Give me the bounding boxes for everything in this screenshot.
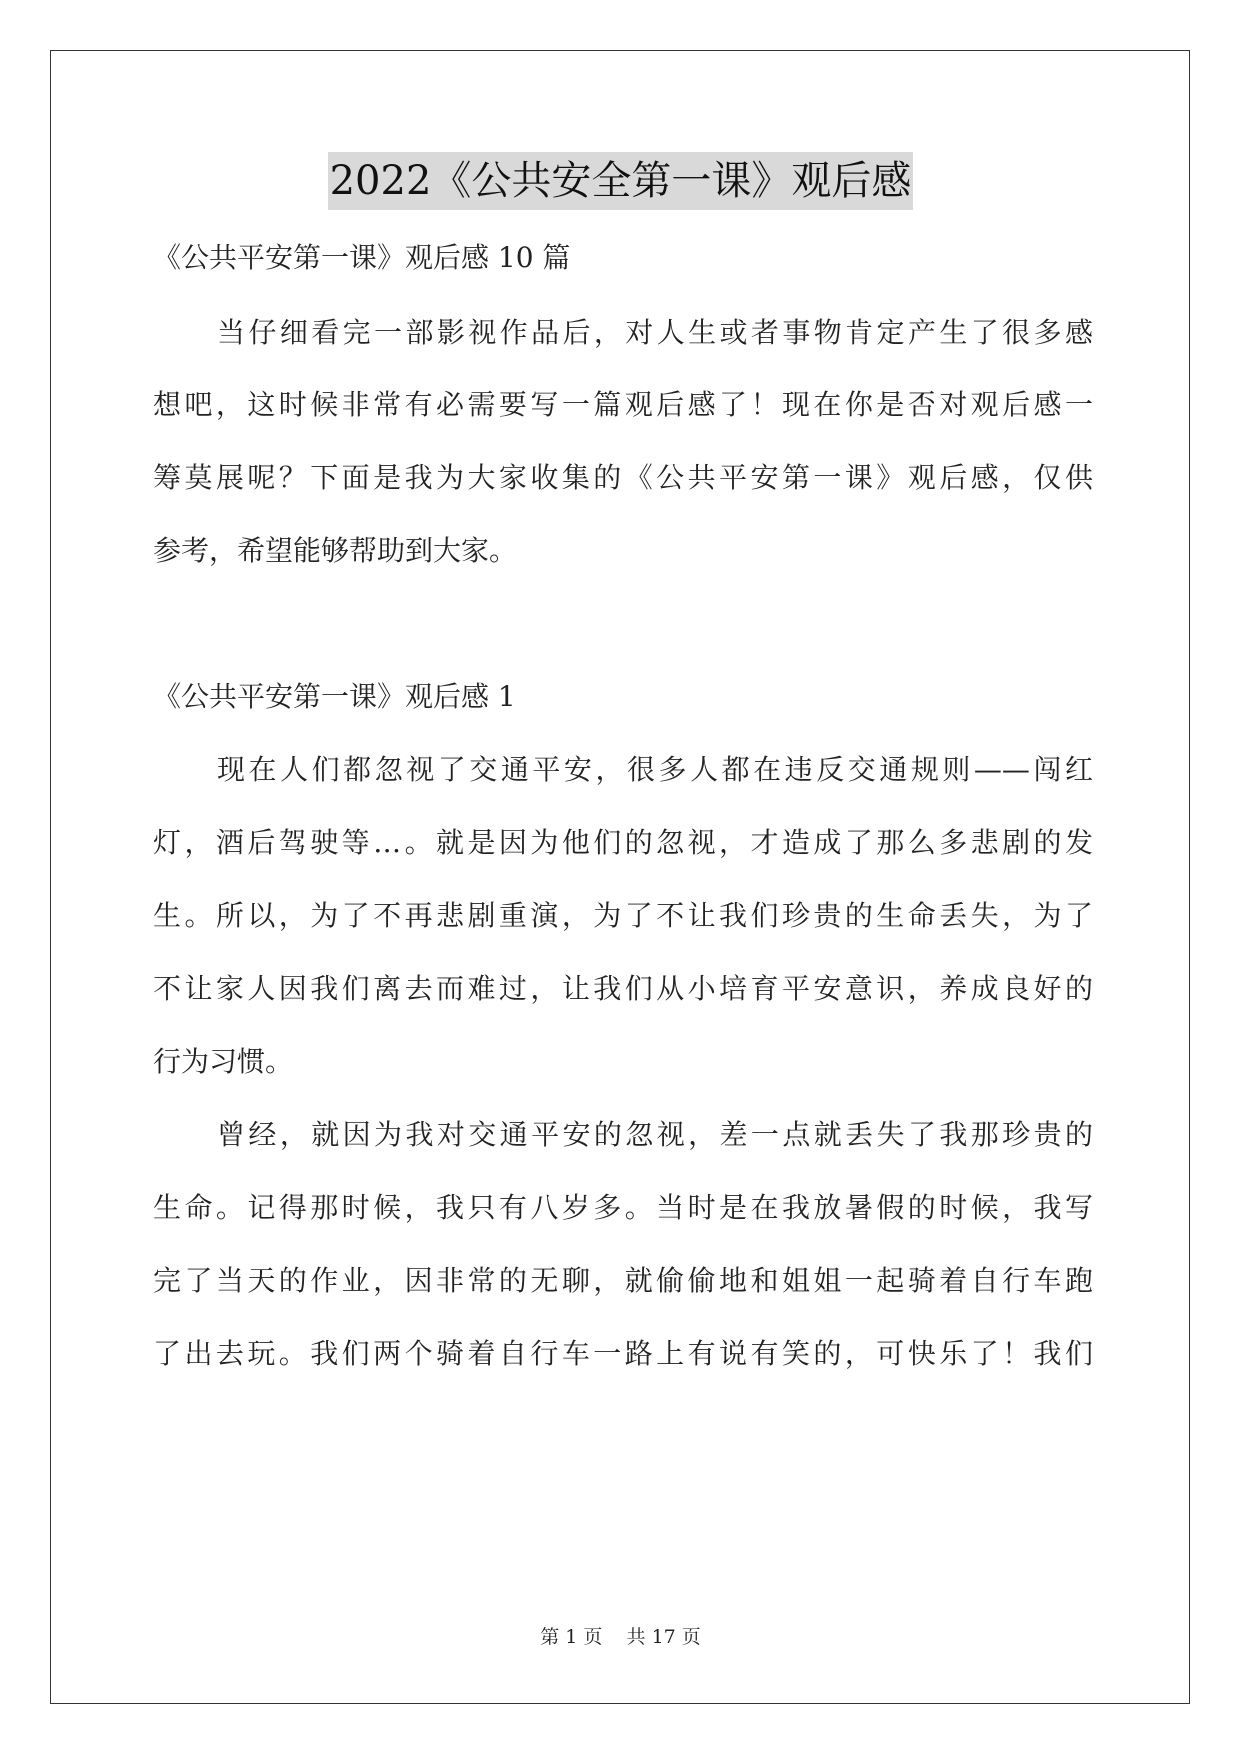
paragraph-line: 生命。记得那时候，我只有八岁多。当时是在我放暑假的时候，我写 (153, 1191, 1093, 1224)
paragraph-line: 想吧，这时候非常有必需要写一篇观后感了！现在你是否对观后感一 (153, 388, 1093, 421)
paragraph-line: 曾经，就因为我对交通平安的忽视，差一点就丢失了我那珍贵的 (217, 1118, 1093, 1151)
paragraph-line: 筹莫展呢？下面是我为大家收集的《公共平安第一课》观后感，仅供 (153, 461, 1093, 494)
document-title: 2022《公共安全第一课》观后感 (328, 152, 914, 210)
paragraph-line: 灯，酒后驾驶等…。就是因为他们的忽视，才造成了那么多悲剧的发 (153, 826, 1093, 859)
paragraph-line: 参考，希望能够帮助到大家。 (153, 534, 518, 567)
page-number-footer: 第 1 页 共 17 页 (540, 1626, 701, 1648)
section-heading: 《公共平安第一课》观后感 10 篇 (153, 241, 571, 274)
paragraph-line: 完了当天的作业，因非常的无聊，就偷偷地和姐姐一起骑着自行车跑 (153, 1264, 1093, 1297)
paragraph-line: 生。所以，为了不再悲剧重演，为了不让我们珍贵的生命丢失，为了 (153, 899, 1093, 932)
page-border (50, 50, 1190, 1704)
paragraph-line: 不让家人因我们离去而难过，让我们从小培育平安意识，养成良好的 (153, 972, 1093, 1005)
paragraph-line: 行为习惯。 (153, 1045, 294, 1078)
paragraph-line: 现在人们都忽视了交通平安，很多人都在违反交通规则——闯红 (217, 753, 1093, 786)
paragraph-line: 了出去玩。我们两个骑着自行车一路上有说有笑的，可快乐了！我们 (153, 1337, 1093, 1370)
paragraph-line: 当仔细看完一部影视作品后，对人生或者事物肯定产生了很多感 (217, 316, 1093, 349)
section-heading: 《公共平安第一课》观后感 1 (153, 680, 516, 713)
title-container (0, 152, 1241, 210)
